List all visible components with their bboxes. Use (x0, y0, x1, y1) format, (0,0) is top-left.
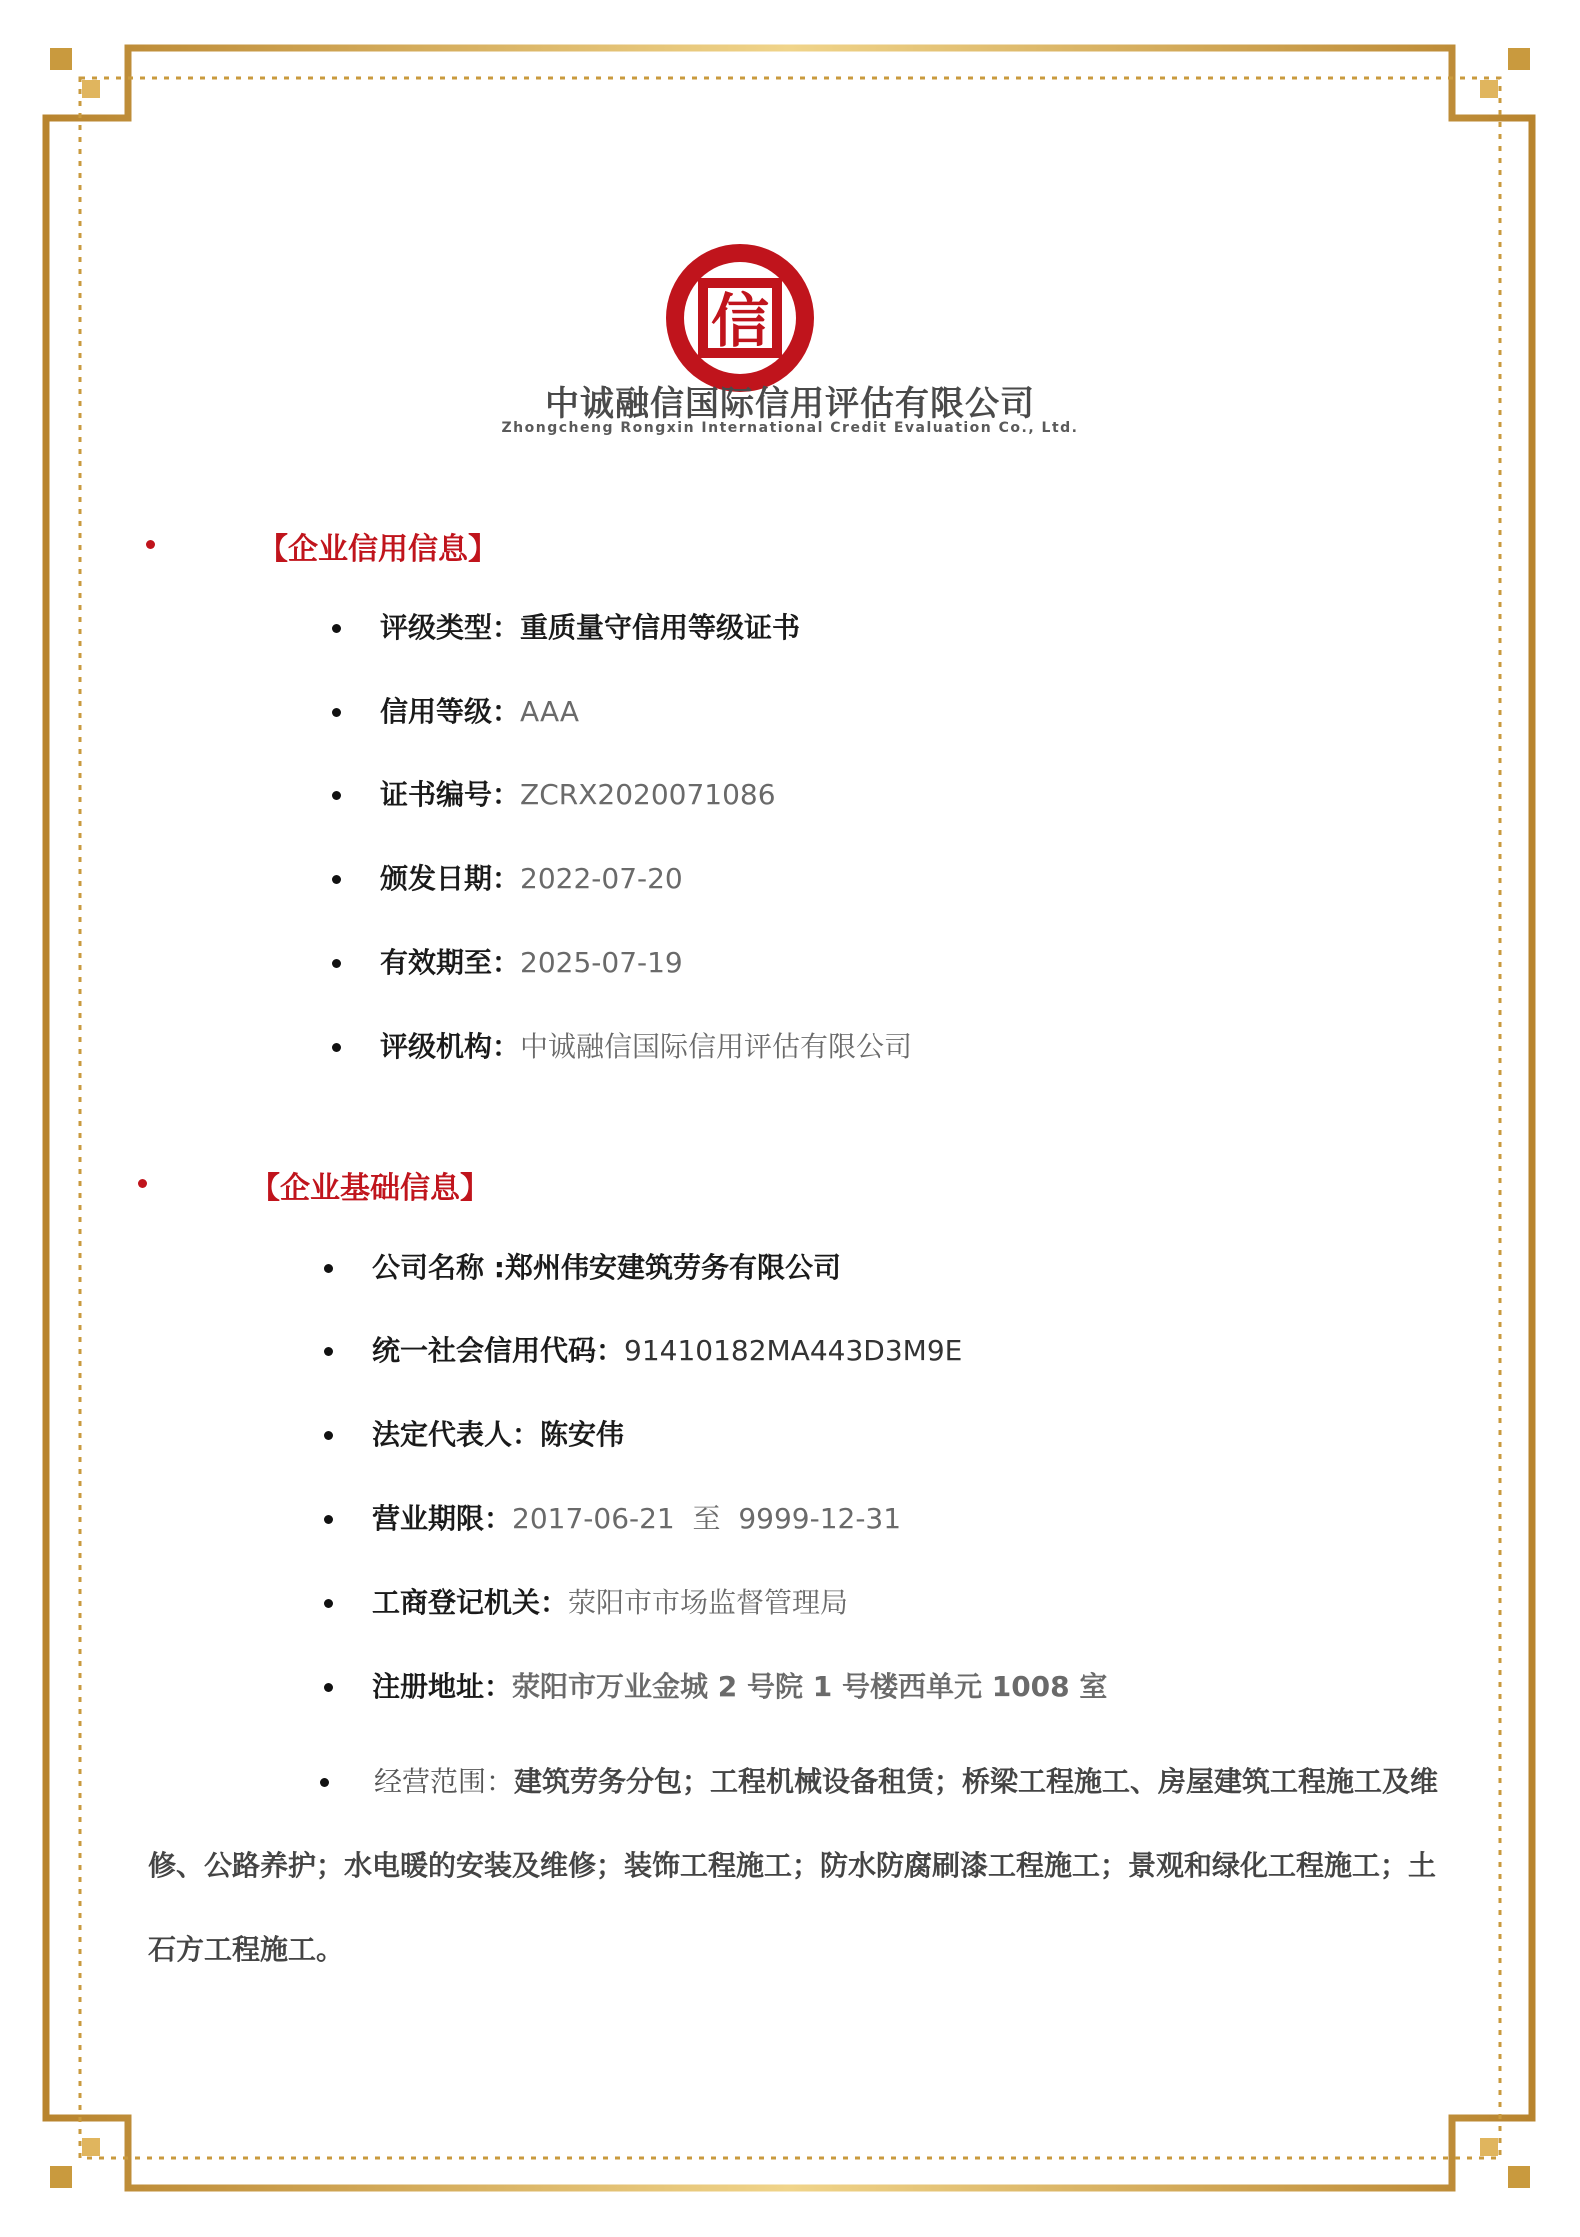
field-rating-type: 评级类型：重质量守信用等级证书 (380, 608, 800, 648)
basic-section-title: 【企业基础信息】 (250, 1163, 490, 1207)
bullet-icon (324, 1264, 333, 1273)
company-name-cn: 中诚融信国际信用评估有限公司 (545, 384, 1035, 424)
field-certificate-no: 证书编号：ZCRX2020071086 (380, 775, 776, 815)
field-company-name: 公司名称 :郑州伟安建筑劳务有限公司 (372, 1248, 841, 1288)
company-seal-logo (660, 238, 820, 398)
field-valid-until: 有效期至：2025-07-19 (380, 943, 683, 983)
bullet-icon (324, 1683, 333, 1692)
field-credit-level: 信用等级：AAA (380, 692, 579, 732)
bullet-icon (138, 1179, 147, 1188)
bullet-icon (332, 875, 341, 884)
credit-section-title: 【企业信用信息】 (258, 524, 498, 568)
field-legal-rep: 法定代表人：陈安伟 (372, 1415, 624, 1455)
field-rating-agency: 评级机构：中诚融信国际信用评估有限公司 (380, 1027, 912, 1067)
bullet-icon (320, 1778, 329, 1787)
field-business-term: 营业期限：2017-06-21 至 9999-12-31 (372, 1499, 901, 1539)
bullet-icon (332, 791, 341, 800)
bullet-icon (324, 1347, 333, 1356)
field-issue-date: 颁发日期：2022-07-20 (380, 859, 683, 899)
bullet-icon (332, 959, 341, 968)
svg-text:信: 信 (710, 287, 770, 355)
bullet-icon (146, 540, 155, 549)
bullet-icon (324, 1515, 333, 1524)
field-business-scope: 经营范围：建筑劳务分包；工程机械设备租赁；桥梁工程施工、房屋建筑工程施工及维 修、公路养护；水电暖的安装及维修；装饰工程施工；防水防腐刷漆工程施工；景观和绿化工程施工；土 石方工程施工。 (148, 1765, 1439, 1966)
bullet-icon (332, 624, 341, 633)
bullet-icon (332, 1043, 341, 1052)
company-name-en: Zhongcheng Rongxin International Credit Evaluation Co., Ltd. (501, 420, 1079, 436)
field-registered-address: 注册地址：荥阳市万业金城 2 号院 1 号楼西单元 1008 室 (372, 1667, 1107, 1707)
field-credit-code: 统一社会信用代码：91410182MA443D3M9E (372, 1331, 962, 1371)
bullet-icon (332, 708, 341, 717)
field-registration-authority: 工商登记机关：荥阳市市场监督管理局 (372, 1583, 848, 1623)
bullet-icon (324, 1599, 333, 1608)
bullet-icon (324, 1431, 333, 1440)
